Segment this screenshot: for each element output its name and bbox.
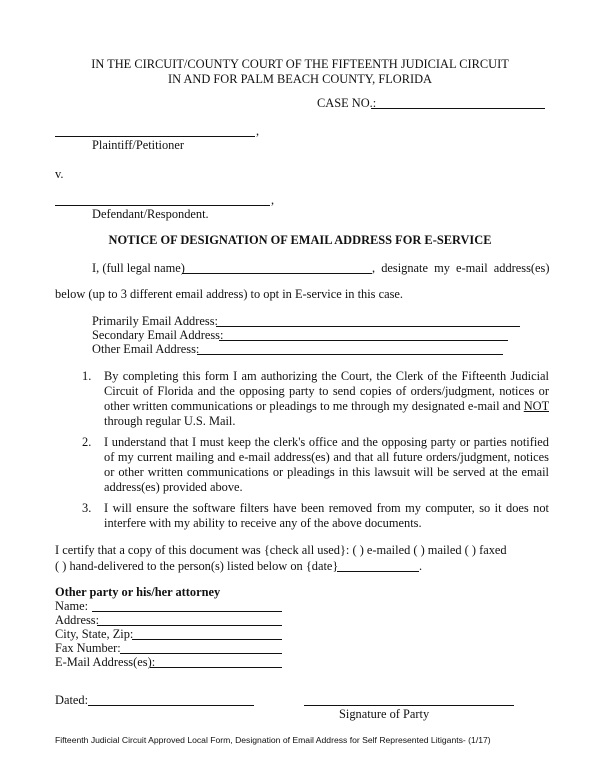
versus-label: v. <box>55 167 64 181</box>
court-heading-line2: IN AND FOR PALM BEACH COUNTY, FLORIDA <box>167 72 433 86</box>
primary-email-field[interactable] <box>216 326 520 327</box>
primary-email-label: Primarily Email Address: <box>92 314 218 328</box>
item-3-number: 3. <box>82 501 92 515</box>
secondary-email-label: Secondary Email Address: <box>92 328 224 342</box>
secondary-email-field[interactable] <box>219 340 508 341</box>
item-1 <box>82 369 549 429</box>
other-party-city-field[interactable] <box>132 639 282 640</box>
item-1-text <box>104 369 549 429</box>
plaintiff-name-field[interactable] <box>55 136 255 137</box>
item-2-number: 2. <box>82 435 92 449</box>
defendant-comma: , <box>271 193 275 207</box>
dated-field[interactable] <box>88 705 254 706</box>
certificate-line1: I certify that a copy of this document was {check all used}: ( ) e-mailed ( ) mailed ( ) faxed <box>55 543 507 557</box>
dated-label: Dated: <box>55 693 89 707</box>
intro-suffix: , designate my e-mail address(es) <box>372 261 550 275</box>
other-party-fax-field[interactable] <box>120 653 282 654</box>
case-no-label: CASE NO.: <box>317 96 377 110</box>
signature-field[interactable] <box>304 705 514 706</box>
court-heading-line1: IN THE CIRCUIT/COUNTY COURT OF THE FIFTEENTH JUDICIAL CIRCUIT <box>91 57 509 71</box>
defendant-name-field[interactable] <box>55 205 270 206</box>
other-party-title: Other party or his/her attorney <box>55 585 221 599</box>
other-party-city-label: City, State, Zip: <box>55 627 134 641</box>
notice-title: NOTICE OF DESIGNATION OF EMAIL ADDRESS FOR E-SERVICE <box>108 233 492 247</box>
other-party-name-field[interactable] <box>92 611 282 612</box>
item-1-emphasis: NOT <box>523 399 549 413</box>
plaintiff-label: Plaintiff/Petitioner <box>92 138 185 152</box>
other-party-name-label: Name: <box>55 599 89 613</box>
other-party-address-label: Address: <box>55 613 100 627</box>
certificate-line2-suffix: . <box>419 559 423 573</box>
item-1-text-before: By completing this form I am authorizing the Court, the Clerk of the Fifteenth Judicial Circuit of Florida and the opposing party to send copies of orders/judgment, notices or other written communications or pleadings to me through my designated e-mail and <box>104 369 549 413</box>
item-2 <box>82 435 549 495</box>
full-legal-name-field[interactable] <box>182 273 372 274</box>
item-2-text: I understand that I must keep the clerk's office and the opposing party or parties notified of my current mailing and e-mail address(es) and that all future orders/judgment, notices or other written communications or pleadings in this lawsuit will be served at the email address(es) provided above. <box>104 435 549 494</box>
service-date-field[interactable] <box>337 571 419 572</box>
defendant-label: Defendant/Respondent. <box>92 207 209 221</box>
other-email-field[interactable] <box>197 354 503 355</box>
certificate-line2-prefix: ( ) hand-delivered to the person(s) listed below on {date} <box>55 559 339 573</box>
form-footer: Fifteenth Judicial Circuit Approved Local Form, Designation of Email Address for Self Represented Litigants- (1/17) <box>55 735 491 745</box>
case-no-field[interactable] <box>371 108 545 109</box>
other-party-address-field[interactable] <box>97 625 282 626</box>
intro-line2: below (up to 3 different email address) to opt in E-service in this case. <box>55 287 403 301</box>
other-email-label: Other Email Address: <box>92 342 200 356</box>
other-party-email-field[interactable] <box>150 667 282 668</box>
signature-label: Signature of Party <box>339 707 430 721</box>
intro-prefix: I, (full legal name) <box>92 261 185 275</box>
other-party-email-label: E-Mail Address(es): <box>55 655 156 669</box>
item-3 <box>82 501 549 531</box>
plaintiff-comma: , <box>256 124 260 138</box>
item-3-text: I will ensure the software filters have been removed from my computer, so it does not interfere with my ability to receive any of the above documents. <box>104 501 549 530</box>
item-1-text-after: through regular U.S. Mail. <box>104 414 236 428</box>
item-1-number: 1. <box>82 369 92 383</box>
other-party-fax-label: Fax Number: <box>55 641 121 655</box>
